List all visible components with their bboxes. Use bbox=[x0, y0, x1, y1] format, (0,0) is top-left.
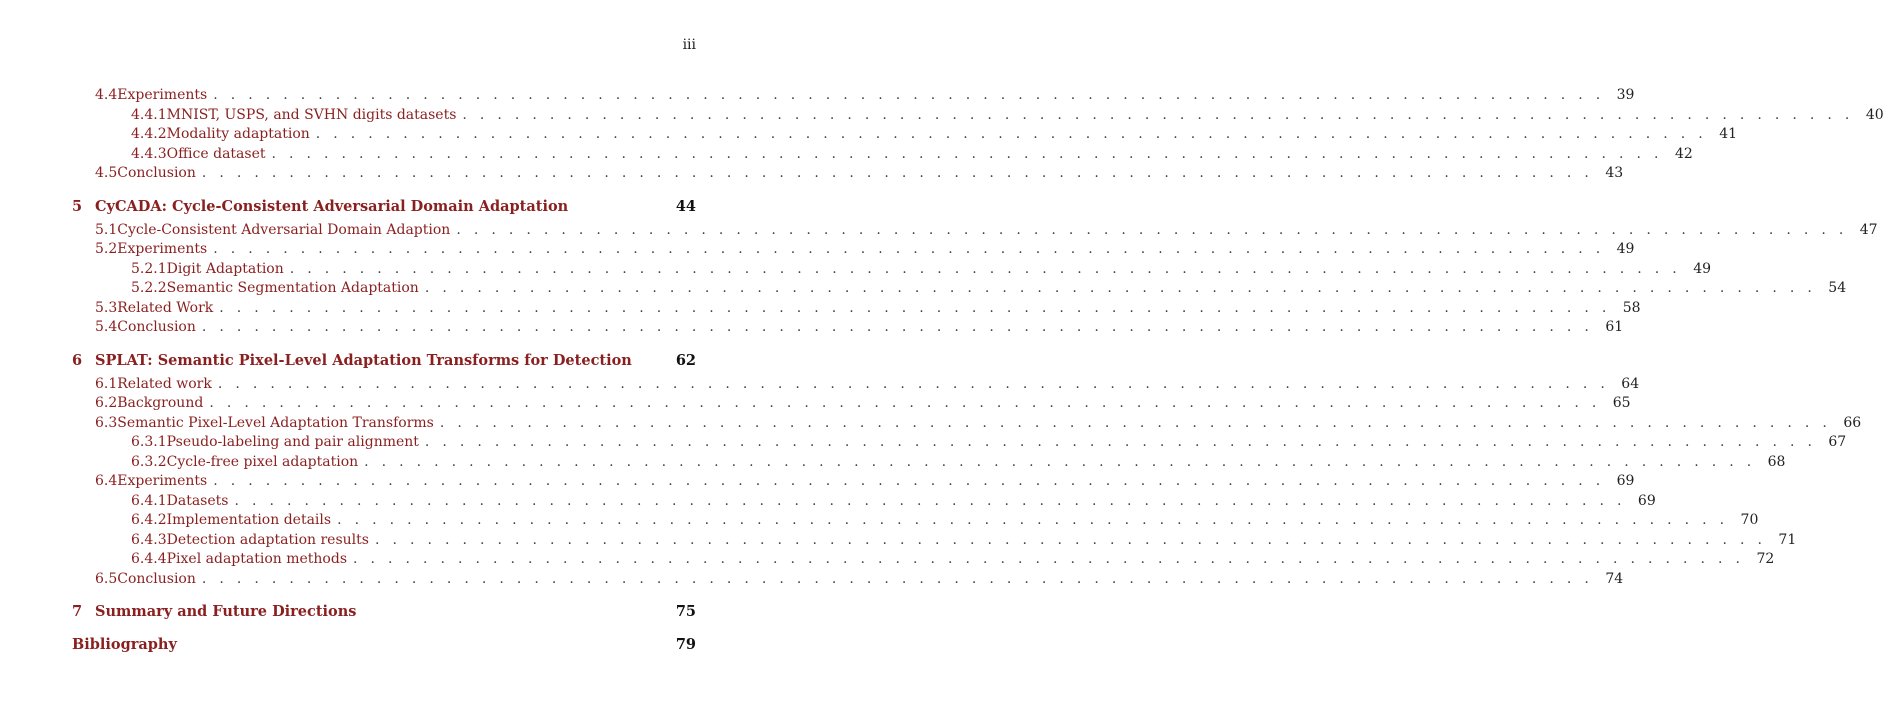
toc-section-entry[interactable] bbox=[72, 570, 1624, 590]
section-page-number: 54 bbox=[1828, 280, 1847, 296]
chapter-title-link[interactable]: Bibliography bbox=[72, 636, 177, 653]
section-title-link[interactable]: Pseudo-labeling and pair alignment bbox=[166, 434, 419, 450]
section-title-link[interactable]: Background bbox=[117, 395, 204, 411]
section-number: 4.4 bbox=[95, 87, 118, 103]
section-number: 5.1 bbox=[95, 221, 118, 238]
dot-leader: . . . . . . . . . . . . . . . . . . . . . . . . . . . . . . . . . . . . . . . . . . . . . . . . . . . . . . . . . . . . . . . . . . . . . . . . . . . . . . . . bbox=[353, 551, 1745, 567]
dot-leader: . . . . . . . . . . . . . . . . . . . . . . . . . . . . . . . . . . . . . . . . . . . . . . . . . . . . . . . . . . . . . . . . . . . . . . . . . . . . . . . . bbox=[219, 299, 1611, 316]
section-number: 6.2 bbox=[95, 395, 118, 411]
section-page-number: 61 bbox=[1605, 319, 1624, 335]
section-title-link[interactable]: MNIST, USPS, and SVHN digits datasets bbox=[166, 106, 457, 123]
dot-leader: . . . . . . . . . . . . . . . . . . . . . . . . . . . . . . . . . . . . . . . . . . . . . . . . . . . . . . . . . . . . . . . . . . . . . . . . . . . . . . . . bbox=[213, 241, 1605, 257]
section-number: 6.4.4 bbox=[131, 551, 167, 567]
section-title-link[interactable]: Conclusion bbox=[117, 570, 196, 587]
toc-subsection-entry[interactable] bbox=[72, 279, 1847, 299]
section-number: 6.4 bbox=[95, 473, 118, 489]
dot-leader: . . . . . . . . . . . . . . . . . . . . . . . . . . . . . . . . . . . . . . . . . . . . . . . . . . . . . . . . . . . . . . . . . . . . . . . . . . . . . . . . bbox=[364, 453, 1756, 470]
dot-leader: . . . . . . . . . . . . . . . . . . . . . . . . . . . . . . . . . . . . . . . . . . . . . . . . . . . . . . . . . . . . . . . . . . . . . . . . . . . . . . . . bbox=[315, 126, 1708, 142]
toc-section-entry[interactable] bbox=[72, 414, 1862, 434]
section-page-number: 68 bbox=[1767, 453, 1786, 470]
dot-leader: . . . . . . . . . . . . . . . . . . . . . . . . . . . . . . . . . . . . . . . . . . . . . . . . . . . . . . . . . . . . . . . . . . . . . . . . . . . . . . . . bbox=[424, 434, 1817, 450]
section-title-link[interactable]: Related work bbox=[117, 375, 212, 392]
toc-subsection-entry[interactable] bbox=[72, 531, 1797, 551]
toc-subsection-entry[interactable] bbox=[72, 260, 1712, 280]
toc-section-entry[interactable] bbox=[72, 240, 1635, 260]
section-title-link[interactable]: Experiments bbox=[117, 473, 208, 489]
chapter-page-number: 62 bbox=[675, 351, 696, 369]
toc-subsection-entry[interactable] bbox=[72, 550, 1775, 570]
section-title-link[interactable]: Conclusion bbox=[117, 165, 196, 181]
dot-leader: . . . . . . . . . . . . . . . . . . . . . . . . . . . . . . . . . . . . . . . . . . . . . . . . . . . . . . . . . . . . . . . . . . . . . . . . . . . . . . . . bbox=[289, 260, 1682, 277]
dot-leader: . . . . . . . . . . . . . . . . . . . . . . . . . . . . . . . . . . . . . . . . . . . . . . . . . . . . . . . . . . . . . . . . . . . . . . . . . . . . . . . . bbox=[201, 165, 1594, 181]
section-page-number: 65 bbox=[1612, 395, 1631, 411]
section-title-link[interactable]: Pixel adaptation methods bbox=[166, 551, 347, 567]
section-title-link[interactable]: Office dataset bbox=[166, 145, 266, 162]
section-title-link[interactable]: Cycle-free pixel adaptation bbox=[166, 453, 359, 470]
dot-leader: . . . . . . . . . . . . . . . . . . . . . . . . . . . . . . . . . . . . . . . . . . . . . . . . . . . . . . . . . . . . . . . . . . . . . . . . . . . . . . . . bbox=[424, 280, 1817, 296]
section-number: 6.3.2 bbox=[131, 453, 167, 470]
dot-leader: . . . . . . . . . . . . . . . . . . . . . . . . . . . . . . . . . . . . . . . . . . . . . . . . . . . . . . . . . . . . . . . . . . . . . . . . . . . . . . . . bbox=[201, 319, 1594, 335]
chapter-page-number: 75 bbox=[675, 603, 696, 620]
section-title-link[interactable]: Digit Adaptation bbox=[166, 260, 284, 277]
section-number: 6.1 bbox=[95, 375, 118, 392]
toc-subsection-entry[interactable] bbox=[72, 125, 1738, 145]
section-title-link[interactable]: Conclusion bbox=[117, 319, 196, 335]
toc-chapter-entry[interactable] bbox=[72, 197, 696, 217]
section-title-link[interactable]: Semantic Segmentation Adaptation bbox=[166, 280, 419, 296]
toc-section-entry[interactable] bbox=[72, 472, 1635, 492]
section-page-number: 40 bbox=[1865, 106, 1884, 123]
section-number: 4.4.2 bbox=[131, 126, 167, 142]
toc-section-entry[interactable] bbox=[72, 86, 1635, 106]
dot-leader: . . . . . . . . . . . . . . . . . . . . . . . . . . . . . . . . . . . . . . . . . . . . . . . . . . . . . . . . . . . . . . . . . . . . . . . . . . . . . . . . bbox=[271, 145, 1663, 162]
chapter-number: 6 bbox=[72, 351, 83, 369]
toc-subsection-entry[interactable] bbox=[72, 492, 1656, 512]
section-page-number: 71 bbox=[1778, 531, 1797, 548]
section-title-link[interactable]: Modality adaptation bbox=[166, 126, 310, 142]
section-page-number: 69 bbox=[1616, 473, 1635, 489]
section-page-number: 42 bbox=[1674, 145, 1693, 162]
dot-leader: . . . . . . . . . . . . . . . . . . . . . . . . . . . . . . . . . . . . . . . . . . . . . . . . . . . . . . . . . . . . . . . . . . . . . . . . . . . . . . . . bbox=[209, 395, 1601, 411]
toc-section-entry[interactable] bbox=[72, 221, 1878, 241]
section-number: 6.4.3 bbox=[131, 531, 167, 548]
section-number: 4.4.1 bbox=[131, 106, 167, 123]
toc-subsection-entry[interactable] bbox=[72, 145, 1693, 165]
section-title-link[interactable]: Semantic Pixel-Level Adaptation Transforms bbox=[117, 414, 434, 431]
section-page-number: 66 bbox=[1843, 414, 1862, 431]
section-page-number: 41 bbox=[1719, 126, 1738, 142]
section-number: 5.2.1 bbox=[131, 260, 167, 277]
chapter-number: 7 bbox=[72, 603, 83, 620]
chapter-page-number: 79 bbox=[675, 636, 696, 653]
dot-leader: . . . . . . . . . . . . . . . . . . . . . . . . . . . . . . . . . . . . . . . . . . . . . . . . . . . . . . . . . . . . . . . . . . . . . . . . . . . . . . . . bbox=[462, 106, 1854, 123]
section-title-link[interactable]: Related Work bbox=[117, 299, 214, 316]
section-title-link[interactable]: Cycle-Consistent Adversarial Domain Adaption bbox=[117, 221, 451, 238]
chapter-page-number: 44 bbox=[675, 197, 696, 215]
section-page-number: 49 bbox=[1693, 260, 1712, 277]
section-number: 6.5 bbox=[95, 570, 118, 587]
section-title-link[interactable]: Detection adaptation results bbox=[166, 531, 369, 548]
dot-leader: . . . . . . . . . . . . . . . . . . . . . . . . . . . . . . . . . . . . . . . . . . . . . . . . . . . . . . . . . . . . . . . . . . . . . . . . . . . . . . . . bbox=[374, 531, 1767, 548]
section-page-number: 49 bbox=[1616, 241, 1635, 257]
toc-section-entry[interactable] bbox=[72, 299, 1641, 319]
section-page-number: 64 bbox=[1621, 375, 1640, 392]
chapter-title-link[interactable]: Summary and Future Directions bbox=[95, 603, 357, 620]
dot-leader: . . . . . . . . . . . . . . . . . . . . . . . . . . . . . . . . . . . . . . . . . . . . . . . . . . . . . . . . . . . . . . . . . . . . . . . . . . . . . . . . bbox=[213, 473, 1605, 489]
toc-section-entry[interactable] bbox=[72, 375, 1640, 395]
section-number: 5.4 bbox=[95, 319, 118, 335]
chapter-title-link[interactable]: CyCADA: Cycle-Consistent Adversarial Domain Adaptation bbox=[95, 197, 569, 215]
toc-subsection-entry[interactable] bbox=[72, 511, 1759, 531]
dot-leader: . . . . . . . . . . . . . . . . . . . . . . . . . . . . . . . . . . . . . . . . . . . . . . . . . . . . . . . . . . . . . . . . . . . . . . . . . . . . . . . . bbox=[456, 221, 1848, 238]
section-number: 6.4.2 bbox=[131, 512, 167, 528]
toc-section-entry[interactable] bbox=[72, 164, 1624, 184]
section-number: 4.5 bbox=[95, 165, 118, 181]
toc-subsection-entry[interactable] bbox=[72, 433, 1847, 453]
dot-leader: . . . . . . . . . . . . . . . . . . . . . . . . . . . . . . . . . . . . . . . . . . . . . . . . . . . . . . . . . . . . . . . . . . . . . . . . . . . . . . . . bbox=[201, 570, 1594, 587]
section-page-number: 70 bbox=[1740, 512, 1759, 528]
section-title-link[interactable]: Datasets bbox=[166, 492, 229, 509]
dot-leader: . . . . . . . . . . . . . . . . . . . . . . . . . . . . . . . . . . . . . . . . . . . . . . . . . . . . . . . . . . . . . . . . . . . . . . . . . . . . . . . . bbox=[337, 512, 1729, 528]
section-page-number: 67 bbox=[1828, 434, 1847, 450]
dot-leader: . . . . . . . . . . . . . . . . . . . . . . . . . . . . . . . . . . . . . . . . . . . . . . . . . . . . . . . . . . . . . . . . . . . . . . . . . . . . . . . . bbox=[439, 414, 1832, 431]
dot-leader: . . . . . . . . . . . . . . . . . . . . . . . . . . . . . . . . . . . . . . . . . . . . . . . . . . . . . . . . . . . . . . . . . . . . . . . . . . . . . . . . bbox=[217, 375, 1610, 392]
chapter-title-link[interactable]: SPLAT: Semantic Pixel-Level Adaptation Transforms for Detection bbox=[95, 351, 632, 369]
toc-subsection-entry[interactable] bbox=[72, 106, 1884, 126]
section-title-link[interactable]: Experiments bbox=[117, 241, 208, 257]
toc-chapter-entry[interactable] bbox=[72, 351, 696, 371]
section-number: 5.2 bbox=[95, 241, 118, 257]
dot-leader: . . . . . . . . . . . . . . . . . . . . . . . . . . . . . . . . . . . . . . . . . . . . . . . . . . . . . . . . . . . . . . . . . . . . . . . . . . . . . . . . bbox=[213, 87, 1605, 103]
section-number: 6.4.1 bbox=[131, 492, 167, 509]
section-page-number: 39 bbox=[1616, 87, 1635, 103]
section-page-number: 43 bbox=[1605, 165, 1624, 181]
toc-chapter-entry[interactable] bbox=[72, 635, 696, 655]
section-page-number: 69 bbox=[1637, 492, 1656, 509]
section-number: 4.4.3 bbox=[131, 145, 167, 162]
page-number: iii bbox=[682, 37, 696, 53]
section-number: 5.3 bbox=[95, 299, 118, 316]
toc-section-entry[interactable] bbox=[72, 394, 1631, 414]
section-number: 5.2.2 bbox=[131, 280, 167, 296]
section-page-number: 47 bbox=[1859, 221, 1878, 238]
section-number: 6.3 bbox=[95, 414, 118, 431]
toc-subsection-entry[interactable] bbox=[72, 453, 1786, 473]
toc-section-entry[interactable] bbox=[72, 318, 1624, 338]
section-page-number: 58 bbox=[1622, 299, 1641, 316]
toc-chapter-entry[interactable] bbox=[72, 602, 696, 622]
dot-leader: . . . . . . . . . . . . . . . . . . . . . . . . . . . . . . . . . . . . . . . . . . . . . . . . . . . . . . . . . . . . . . . . . . . . . . . . . . . . . . . . bbox=[234, 492, 1626, 509]
section-title-link[interactable]: Experiments bbox=[117, 87, 208, 103]
section-page-number: 72 bbox=[1756, 551, 1775, 567]
table-of-contents bbox=[72, 86, 1884, 659]
section-page-number: 74 bbox=[1605, 570, 1624, 587]
section-number: 6.3.1 bbox=[131, 434, 167, 450]
chapter-number: 5 bbox=[72, 197, 83, 215]
section-title-link[interactable]: Implementation details bbox=[166, 512, 332, 528]
